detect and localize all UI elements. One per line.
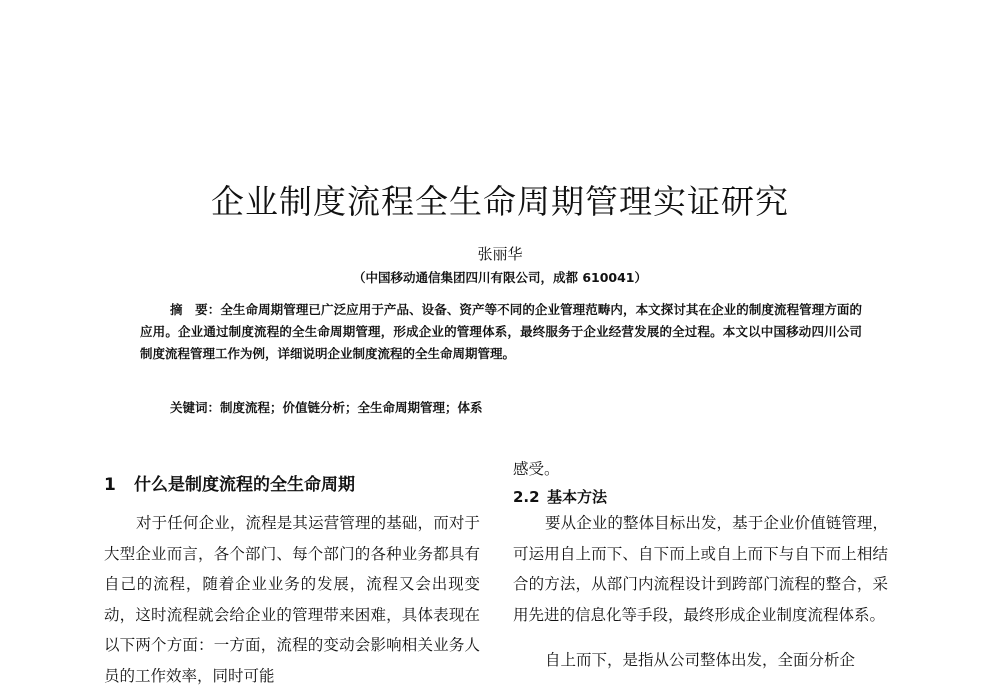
section-paragraph: 对于任何企业，流程是其运营管理的基础，而对于大型企业而言，各个部门、每个部门的各种业务都具有自己的流程，随着企业业务的发展，流程又会出现变动，这时流程就会给企业的管理带来困难，具体表现在以下两个方面：一方面，流程的变动会影响相关业务人员的工作效率，同时可能 [104,514,480,685]
author-affiliation: （中国移动通信集团四川有限公司，成都 610041） [352,270,648,285]
author-name: 张丽华 [477,245,523,263]
abstract [140,299,862,365]
abstract-label: 摘 要： [170,302,221,317]
continued-text: 感受。 [513,460,560,478]
subsection-heading [513,486,888,507]
section-heading [104,470,484,495]
subsection-paragraph-1: 要从企业的整体目标出发，基于企业价值链管理，可运用自上而下、自下而上或自上而下与自下而上相结合的方法，从部门内流程设计到跨部门流程的整合，采用先进的信息化等手段，最终形成企业制度流程体系。 [513,514,888,624]
paper-title: 企业制度流程全生命周期管理实证研究 [211,182,789,221]
abstract-text: 全生命周期管理已广泛应用于产品、设备、资产等不同的企业管理范畴内，本文探讨其在企业的制度流程管理方面的应用。企业通过制度流程的全生命周期管理，形成企业的管理体系，最终服务于企业经营发展的全过程。本文以中国移动四川公司制度流程管理工作为例，详细说明企业制度流程的全生命周期管理。 [140,302,862,361]
keywords-label: 关键词： [170,400,221,415]
keywords-text: 制度流程；价值链分析；全生命周期管理；体系 [220,400,483,415]
subsection-title: 基本方法 [547,488,608,506]
subsection-number: 2.2 [513,488,540,506]
section-title: 什么是制度流程的全生命周期 [134,475,355,495]
subsection-paragraph-2: 自上而下，是指从公司整体出发，全面分析企 [545,651,856,669]
section-number: 1 [104,475,116,495]
keywords [170,398,870,416]
